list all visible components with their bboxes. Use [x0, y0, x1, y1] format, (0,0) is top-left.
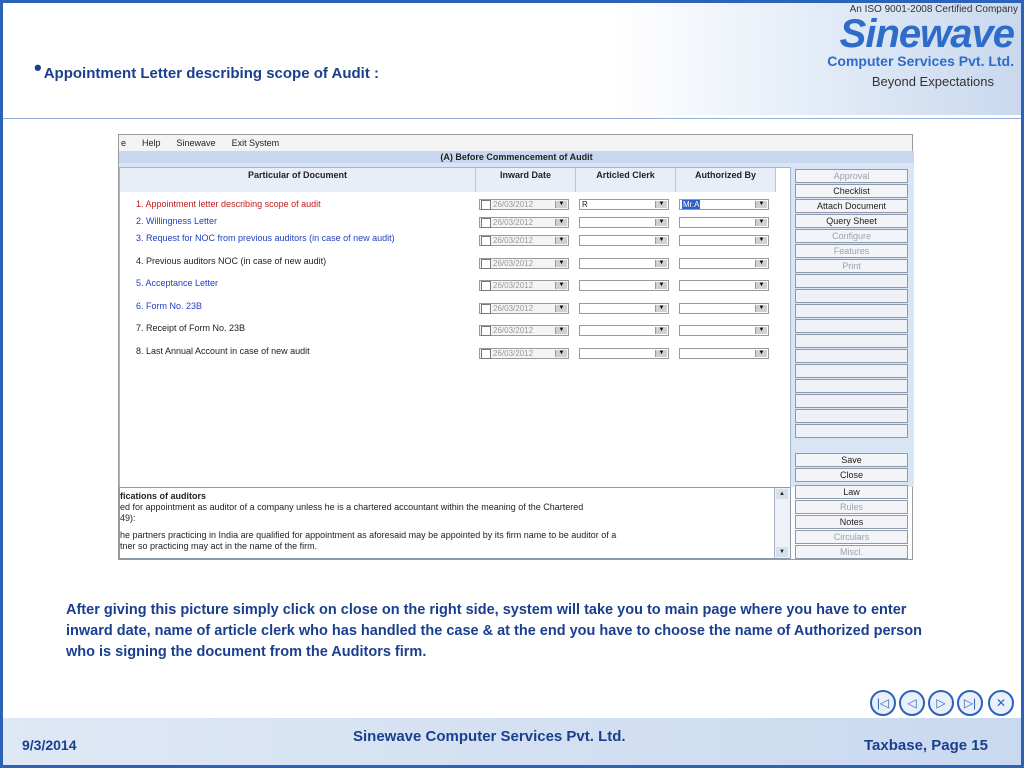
- inward-date-field[interactable]: 26/03/2012 ▼: [479, 258, 569, 269]
- articled-clerk-combo[interactable]: [579, 348, 669, 359]
- dropdown-arrow-icon[interactable]: ▼: [755, 327, 767, 334]
- blank-button: [795, 349, 908, 363]
- articled-clerk-combo[interactable]: R ▼: [579, 199, 669, 210]
- save-button[interactable]: Save: [795, 453, 908, 467]
- notes-scrollbar[interactable]: [774, 488, 790, 558]
- blank-button: [795, 274, 908, 288]
- column-header-articled-clerk: Articled Clerk: [576, 168, 676, 192]
- first-slide-icon[interactable]: |◁: [870, 690, 896, 716]
- sinewave-logo: Sinewave: [839, 12, 1014, 56]
- date-checkbox[interactable]: [481, 281, 491, 291]
- articled-clerk-combo[interactable]: [579, 235, 669, 246]
- attach-document-button[interactable]: Attach Document: [795, 199, 908, 213]
- menu-bar: [119, 135, 912, 151]
- document-row-label: 3. Request for NOC from previous auditors (in case of new audit): [136, 233, 395, 243]
- rules-button[interactable]: Rules: [795, 500, 908, 514]
- print-button[interactable]: Print: [795, 259, 908, 273]
- articled-clerk-combo[interactable]: [579, 303, 669, 314]
- next-slide-icon[interactable]: ▷: [928, 690, 954, 716]
- audit-window: [119, 151, 914, 487]
- dropdown-arrow-icon[interactable]: ▼: [555, 201, 567, 208]
- authorized-by-combo[interactable]: [679, 258, 769, 269]
- document-grid: [119, 167, 791, 499]
- date-checkbox[interactable]: [481, 218, 491, 228]
- notes-heading: fications of auditors: [120, 491, 207, 501]
- blank-button: [795, 409, 908, 423]
- checklist-button[interactable]: Checklist: [795, 184, 908, 198]
- dropdown-arrow-icon[interactable]: ▼: [755, 305, 767, 312]
- title-text: Appointment Letter describing scope of Audit :: [43, 65, 379, 82]
- inward-date-field[interactable]: 26/03/2012 ▼: [479, 303, 569, 314]
- date-checkbox[interactable]: [481, 326, 491, 336]
- last-slide-icon[interactable]: ▷|: [957, 690, 983, 716]
- menu-item-exit-system[interactable]: Exit System: [231, 138, 280, 148]
- date-checkbox[interactable]: [481, 259, 491, 269]
- notes-button[interactable]: Notes: [795, 515, 908, 529]
- blank-button: [795, 289, 908, 303]
- dropdown-arrow-icon[interactable]: ▼: [655, 327, 667, 334]
- dropdown-arrow-icon[interactable]: ▼: [655, 260, 667, 267]
- date-checkbox[interactable]: [481, 200, 491, 210]
- notes-line: 49):: [120, 513, 136, 523]
- authorized-by-combo[interactable]: [679, 280, 769, 291]
- law-button[interactable]: Law: [795, 485, 908, 499]
- authorized-by-combo[interactable]: [679, 217, 769, 228]
- header-divider: [3, 118, 1021, 119]
- blank-button: [795, 394, 908, 408]
- menu-item-partial[interactable]: e: [121, 138, 127, 148]
- dropdown-arrow-icon[interactable]: ▼: [755, 260, 767, 267]
- authorized-by-combo[interactable]: [679, 235, 769, 246]
- slide-description: After giving this picture simply click on close on the right side, system will take you to main page where you have to enter inward date, name of article clerk who has handled the case & at the end you have to choose the name of Authorized person who is signing the document from the Auditors firm.: [66, 602, 922, 660]
- dropdown-arrow-icon[interactable]: ▼: [655, 201, 667, 208]
- blank-button: [795, 379, 908, 393]
- features-button[interactable]: Features: [795, 244, 908, 258]
- app-screenshot: [118, 134, 913, 560]
- blank-button: [795, 319, 908, 333]
- articled-clerk-combo[interactable]: [579, 325, 669, 336]
- authorized-by-combo[interactable]: [679, 348, 769, 359]
- dropdown-arrow-icon[interactable]: ▼: [655, 350, 667, 357]
- dropdown-arrow-icon[interactable]: ▼: [655, 219, 667, 226]
- notes-line: tner so practicing may act in the name of the firm.: [120, 541, 318, 551]
- document-row-label: 4. Previous auditors NOC (in case of new audit): [136, 256, 327, 266]
- date-checkbox[interactable]: [481, 304, 491, 314]
- authorized-by-combo[interactable]: [679, 325, 769, 336]
- inward-date-field[interactable]: 26/03/2012 ▼: [479, 325, 569, 336]
- dropdown-arrow-icon[interactable]: ▼: [755, 350, 767, 357]
- logo-tagline: Beyond Expectations: [871, 74, 994, 89]
- document-row-label: 5. Acceptance Letter: [136, 278, 219, 288]
- blank-button: [795, 364, 908, 378]
- authorized-by-combo[interactable]: Mr.A ▼: [679, 199, 769, 210]
- document-row-label: 2. Willingness Letter: [136, 216, 218, 226]
- articled-clerk-combo[interactable]: [579, 217, 669, 228]
- document-row-label: 6. Form No. 23B: [136, 301, 203, 311]
- window-title: (A) Before Commencement of Audit: [119, 151, 914, 163]
- dropdown-arrow-icon[interactable]: ▼: [555, 305, 567, 312]
- footer-company: Sinewave Computer Services Pvt. Ltd.: [353, 728, 626, 745]
- dropdown-arrow-icon[interactable]: ▼: [555, 260, 567, 267]
- inward-date-field[interactable]: 26/03/2012 ▼: [479, 235, 569, 246]
- dropdown-arrow-icon[interactable]: ▼: [555, 219, 567, 226]
- scroll-up-icon[interactable]: ▲: [776, 489, 788, 499]
- column-header-authorized-by: Authorized By: [676, 168, 776, 192]
- dropdown-arrow-icon[interactable]: ▼: [555, 327, 567, 334]
- query-sheet-button[interactable]: Query Sheet: [795, 214, 908, 228]
- inward-date-field[interactable]: 26/03/2012 ▼: [479, 280, 569, 291]
- document-row-label: 7. Receipt of Form No. 23B: [136, 323, 246, 333]
- close-button[interactable]: Close: [795, 468, 908, 482]
- circulars-button[interactable]: Circulars: [795, 530, 908, 544]
- dropdown-arrow-icon[interactable]: ▼: [655, 305, 667, 312]
- notes-line: he partners practicing in India are qualified for appointment as aforesaid may be appointed by its firm name to be auditor of a: [120, 530, 617, 540]
- dropdown-arrow-icon[interactable]: ▼: [555, 237, 567, 244]
- column-header-particular: Particular of Document: [120, 168, 476, 192]
- logo-company-subtitle: Computer Services Pvt. Ltd.: [827, 53, 1014, 69]
- blank-button: [795, 334, 908, 348]
- configure-button[interactable]: Configure: [795, 229, 908, 243]
- footer-date: 9/3/2014: [22, 737, 77, 753]
- footer-page-number: Taxbase, Page 15: [864, 737, 988, 754]
- notes-line: ed for appointment as auditor of a company unless he is a chartered accountant within the meaning of the Chartered: [120, 502, 584, 512]
- dropdown-arrow-icon[interactable]: ▼: [655, 237, 667, 244]
- close-icon[interactable]: ✕: [988, 690, 1014, 716]
- blank-button: [795, 304, 908, 318]
- title-bullet: •: [34, 55, 42, 80]
- date-checkbox[interactable]: [481, 236, 491, 246]
- miscl-button[interactable]: Miscl.: [795, 545, 908, 559]
- dropdown-arrow-icon[interactable]: ▼: [755, 237, 767, 244]
- dropdown-arrow-icon[interactable]: ▼: [755, 282, 767, 289]
- column-header-inward-date: Inward Date: [476, 168, 576, 192]
- dropdown-arrow-icon[interactable]: ▼: [755, 219, 767, 226]
- dropdown-arrow-icon[interactable]: ▼: [755, 201, 767, 208]
- blank-button: [795, 424, 908, 438]
- auditor-notes-panel[interactable]: [119, 487, 791, 559]
- inward-date-field[interactable]: 26/03/2012 ▼: [479, 217, 569, 228]
- dropdown-arrow-icon[interactable]: ▼: [555, 350, 567, 357]
- authorized-by-combo[interactable]: [679, 303, 769, 314]
- dropdown-arrow-icon[interactable]: ▼: [555, 282, 567, 289]
- previous-slide-icon[interactable]: ◁: [899, 690, 925, 716]
- inward-date-field[interactable]: 26/03/2012 ▼: [479, 199, 569, 210]
- articled-clerk-combo[interactable]: [579, 280, 669, 291]
- menu-item-help[interactable]: Help: [142, 138, 161, 148]
- menu-item-sinewave[interactable]: Sinewave: [176, 138, 216, 148]
- date-checkbox[interactable]: [481, 349, 491, 359]
- document-row-label: 8. Last Annual Account in case of new audit: [136, 346, 310, 356]
- approval-button[interactable]: Approval: [795, 169, 908, 183]
- scroll-down-icon[interactable]: ▼: [776, 547, 788, 557]
- document-row-label: 1. Appointment letter describing scope of audit: [136, 199, 321, 209]
- slide-title: [34, 55, 379, 84]
- inward-date-field[interactable]: 26/03/2012 ▼: [479, 348, 569, 359]
- articled-clerk-combo[interactable]: [579, 258, 669, 269]
- dropdown-arrow-icon[interactable]: ▼: [655, 282, 667, 289]
- iso-certification-text: An ISO 9001-2008 Certified Company: [849, 4, 1018, 15]
